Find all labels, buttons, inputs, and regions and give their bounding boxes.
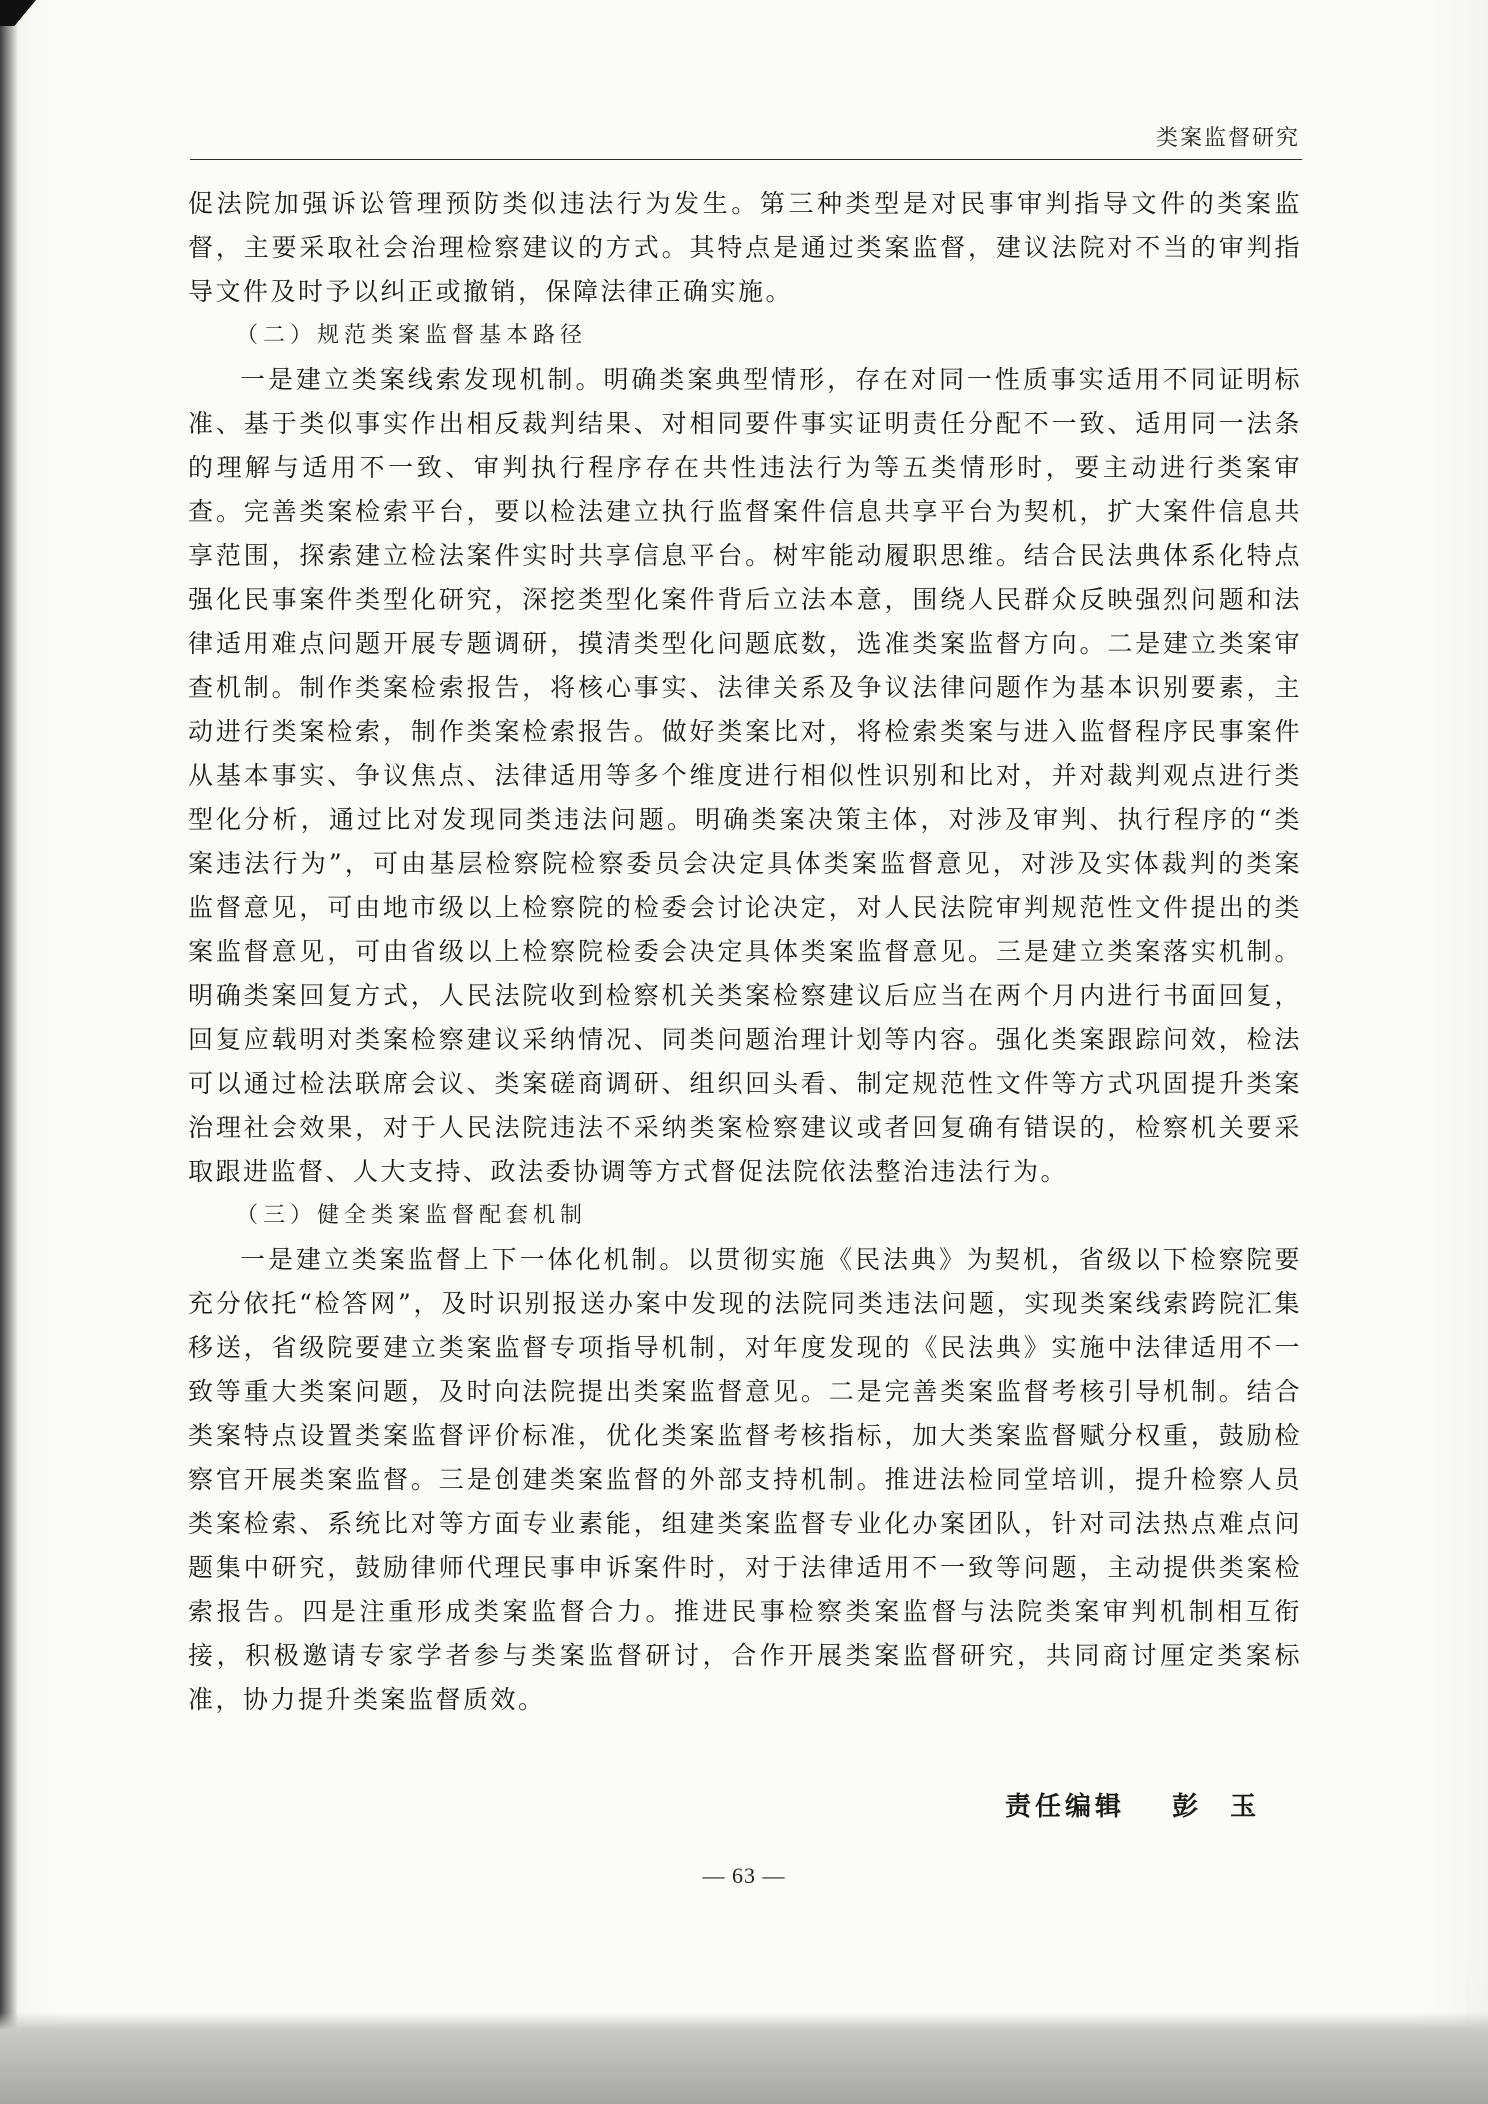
running-head-rule (190, 159, 1302, 160)
binding-edge (0, 0, 18, 2104)
scan-corner-mark (0, 0, 36, 26)
responsible-editor (1005, 1786, 1288, 1823)
page-number: — 63 — (702, 1863, 786, 1888)
body-paragraph-1: 促法院加强诉讼管理预防类似违法行为发生。第三种类型是对民事审判指导文件的类案监督，主要采取社会治理检察建议的方式。其特点是通过类案监督，建议法院对不当的审判指导文件及时予以纠正或撤销，保障法律正确实施。 (188, 189, 1302, 306)
running-head: 类案监督研究 (1155, 126, 1300, 151)
body-paragraph-2: 一是建立类案线索发现机制。明确类案典型情形，存在对同一性质事实适用不同证明标准、基于类似事实作出相反裁判结果、对相同要件事实证明责任分配不一致、适用同一法条的理解与适用不一致、审判执行程序存在共性违法行为等五类情形时，要主动进行类案审查。完善类案检索平台，要以检法建立执行监督案件信息共享平台为契机，扩大案件信息共享范围，探索建立检法案件实时共享信息平台。树牢能动履职思维。结合民法典体系化特点强化民事案件类型化研究，深挖类型化案件背后立法本意，围绕人民群众反映强烈问题和法律适用难点问题开展专题调研，摸清类型化问题底数，选准类案监督方向。二是建立类案审查机制。制作类案检索报告，将核心事实、法律关系及争议法律问题作为基本识别要素，主动进行类案检索，制作类案检索报告。做好类案比对，将检索类案与进入监督程序民事案件从基本事实、争议焦点、法律适用等多个维度进行相似性识别和比对，并对裁判观点进行类型化分析，通过比对发现同类违法问题。明确类案决策主体，对涉及审判、执行程序的“类案违法行为”，可由基层检察院检察委员会决定具体类案监督意见，对涉及实体裁判的类案监督意见，可由地市级以上检察院的检委会讨论决定，对人民法院审判规范性文件提出的类案监督意见，可由省级以上检察院检委会决定具体类案监督意见。三是建立类案落实机制。明确类案回复方式，人民法院收到检察机关类案检察建议后应当在两个月内进行书面回复，回复应载明对类案检察建议采纳情况、同类问题治理计划等内容。强化类案跟踪问效，检法可以通过检法联席会议、类案磋商调研、组织回头看、制定规范性文件等方式巩固提升类案治理社会效果，对于人民法院违法不采纳类案检察建议或者回复确有错误的，检察机关要采取跟进监督、人大支持、政法委协调等方式督促法院依法整治违法行为。 (188, 365, 1302, 1186)
article-body (188, 182, 1302, 1722)
section-heading-3: （三）健全类案监督配套机制 (236, 1203, 588, 1228)
body-paragraph-3: 一是建立类案监督上下一体化机制。以贯彻实施《民法典》为契机，省级以下检察院要充分依托“检答网”，及时识别报送办案中发现的法院同类违法问题，实现类案线索跨院汇集移送，省级院要建立类案监督专项指导机制，对年度发现的《民法典》实施中法律适用不一致等重大类案问题，及时向法院提出类案监督意见。二是完善类案监督考核引导机制。结合类案特点设置类案监督评价标准，优化类案监督考核指标，加大类案监督赋分权重，鼓励检察官开展类案监督。三是创建类案监督的外部支持机制。推进法检同堂培训，提升检察人员类案检索、系统比对等方面专业素能，组建类案监督专业化办案团队，针对司法热点难点问题集中研究，鼓励律师代理民事申诉案件时，对于法律适用不一致等问题，主动提供类案检索报告。四是注重形成类案监督合力。推进民事检察类案监督与法院类案审判机制相互衔接，积极邀请专家学者参与类案监督研讨，合作开展类案监督研究，共同商讨厘定类案标准，协力提升类案监督质效。 (188, 1245, 1302, 1714)
scan-bottom-shadow (0, 2012, 1488, 2104)
section-heading-2: （二）规范类案监督基本路径 (236, 323, 588, 348)
editor-label: 责任编辑 (1005, 1792, 1126, 1822)
editor-name: 彭玉 (1172, 1792, 1289, 1822)
